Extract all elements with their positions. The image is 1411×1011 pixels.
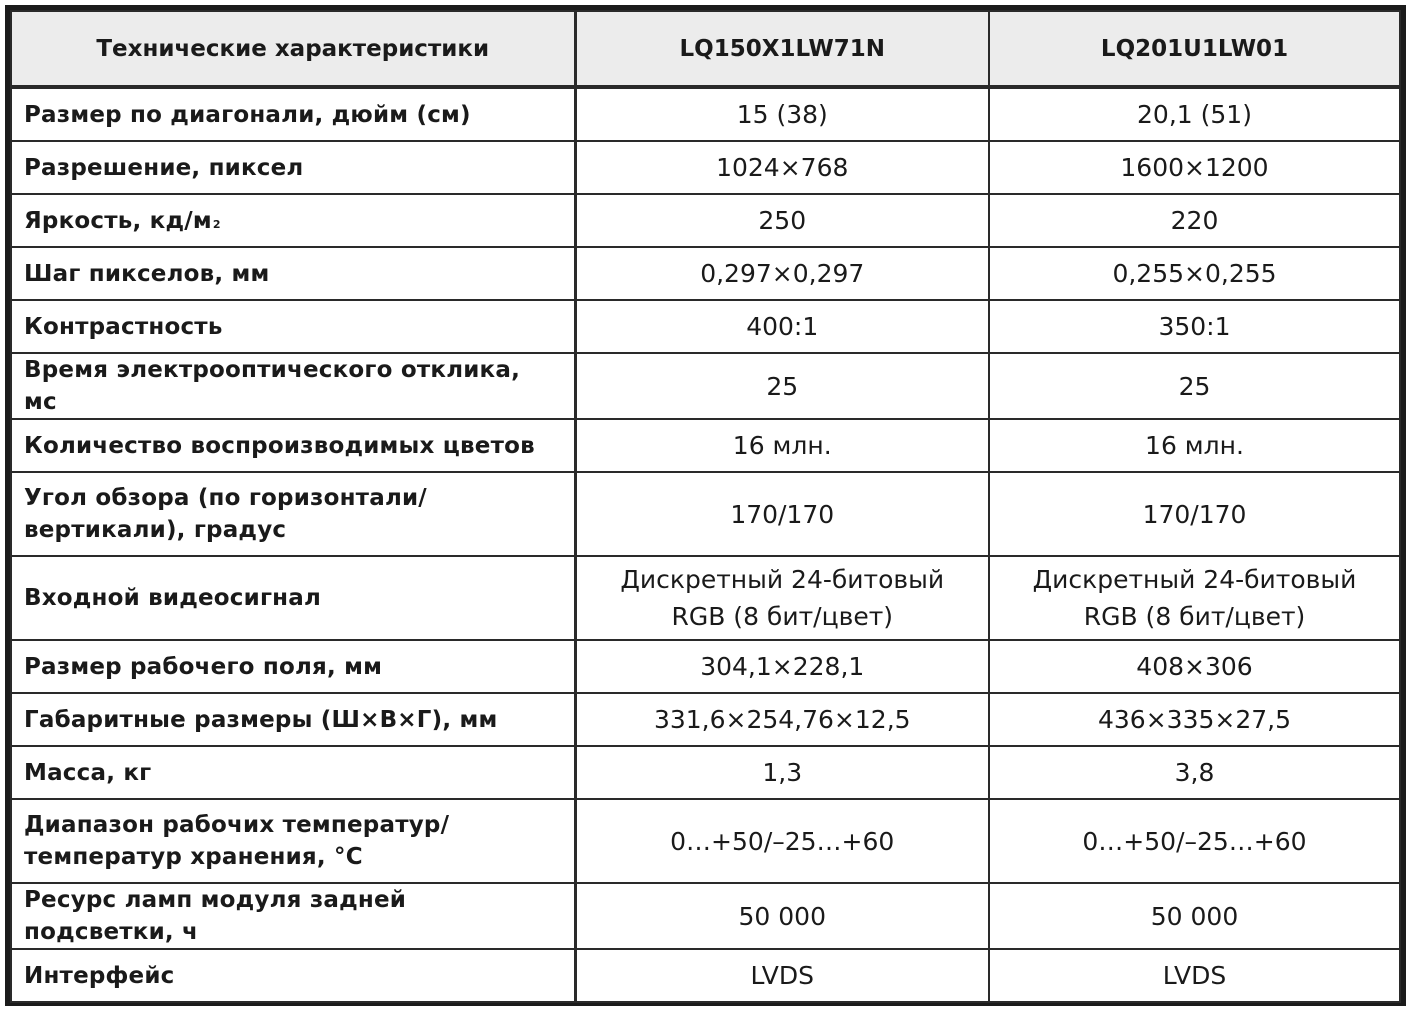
- row-value-model-2: 16 млн.: [989, 419, 1400, 472]
- row-param-cell: [11, 194, 575, 247]
- row-param: Контрастность: [11, 300, 575, 353]
- table-row: [11, 799, 1400, 883]
- row-value-model-1: Дискретный 24-битовый RGB (8 бит/цвет): [575, 556, 989, 640]
- row-param: Размер по диагонали, дюйм (см): [11, 87, 575, 141]
- row-value-model-1: 400:1: [575, 300, 989, 353]
- row-value-model-2: 170/170: [989, 472, 1400, 556]
- row-value-model-1: 16 млн.: [575, 419, 989, 472]
- row-value-model-1: 25: [575, 353, 989, 419]
- table-body: [11, 87, 1400, 1002]
- row-param: Габаритные размеры (Ш×В×Г), мм: [11, 693, 575, 746]
- spec-table: [10, 10, 1401, 1003]
- table-row: [11, 419, 1400, 472]
- row-value-model-1: 1024×768: [575, 141, 989, 194]
- row-value-model-2: 350:1: [989, 300, 1400, 353]
- row-param: Масса, кг: [11, 746, 575, 799]
- row-param: Количество воспроизводимых цветов: [11, 419, 575, 472]
- table-row: [11, 949, 1400, 1002]
- row-value-model-2: 220: [989, 194, 1400, 247]
- row-param: Ресурс ламп модуля задней подсветки, ч: [11, 883, 575, 949]
- row-value-model-1: LVDS: [575, 949, 989, 1002]
- row-param: Шаг пикселов, мм: [11, 247, 575, 300]
- table-row: [11, 247, 1400, 300]
- row-param: Яркость, кд/м: [24, 207, 212, 234]
- table-row: [11, 300, 1400, 353]
- row-value-model-2: 0,255×0,255: [989, 247, 1400, 300]
- row-value-model-1: 0…+50/–25…+60: [575, 799, 989, 883]
- table-row: [11, 472, 1400, 556]
- table-row: [11, 194, 1400, 247]
- header-model-1: LQ150X1LW71N: [575, 11, 989, 87]
- row-param: Время электрооптического отклика, мс: [11, 353, 575, 419]
- table-row: [11, 883, 1400, 949]
- row-value-model-2: 0…+50/–25…+60: [989, 799, 1400, 883]
- row-param: Разрешение, пиксел: [11, 141, 575, 194]
- row-param: Входной видеосигнал: [11, 556, 575, 640]
- row-param: Размер рабочего поля, мм: [11, 640, 575, 693]
- table-row: [11, 693, 1400, 746]
- row-value-model-1: 1,3: [575, 746, 989, 799]
- table-row: [11, 353, 1400, 419]
- row-value-model-1: 331,6×254,76×12,5: [575, 693, 989, 746]
- row-value-model-2: 25: [989, 353, 1400, 419]
- row-value-model-2: 1600×1200: [989, 141, 1400, 194]
- table-row: [11, 556, 1400, 640]
- header-model-2: LQ201U1LW01: [989, 11, 1400, 87]
- row-param: Диапазон рабочих температур/температур хранения, °С: [11, 799, 575, 883]
- row-value-model-2: 3,8: [989, 746, 1400, 799]
- table-row: [11, 87, 1400, 141]
- row-value-model-1: 304,1×228,1: [575, 640, 989, 693]
- row-param: Интерфейс: [11, 949, 575, 1002]
- header-characteristics: Технические характеристики: [11, 11, 575, 87]
- row-param: Угол обзора (по горизонтали/вертикали), градус: [11, 472, 575, 556]
- table-row: [11, 141, 1400, 194]
- row-value-model-1: 170/170: [575, 472, 989, 556]
- row-value-model-2: 50 000: [989, 883, 1400, 949]
- row-value-model-2: 436×335×27,5: [989, 693, 1400, 746]
- table-row: [11, 746, 1400, 799]
- row-value-model-1: 50 000: [575, 883, 989, 949]
- row-value-model-2: 408×306: [989, 640, 1400, 693]
- unit-superscript: 2: [212, 217, 221, 231]
- spec-table-frame: [5, 5, 1406, 1006]
- table-header: [11, 11, 1400, 87]
- row-value-model-1: 15 (38): [575, 87, 989, 141]
- row-value-model-2: LVDS: [989, 949, 1400, 1002]
- header-row: [11, 11, 1400, 87]
- row-value-model-1: 0,297×0,297: [575, 247, 989, 300]
- row-value-model-2: 20,1 (51): [989, 87, 1400, 141]
- table-row: [11, 640, 1400, 693]
- row-value-model-2: Дискретный 24-битовый RGB (8 бит/цвет): [989, 556, 1400, 640]
- row-value-model-1: 250: [575, 194, 989, 247]
